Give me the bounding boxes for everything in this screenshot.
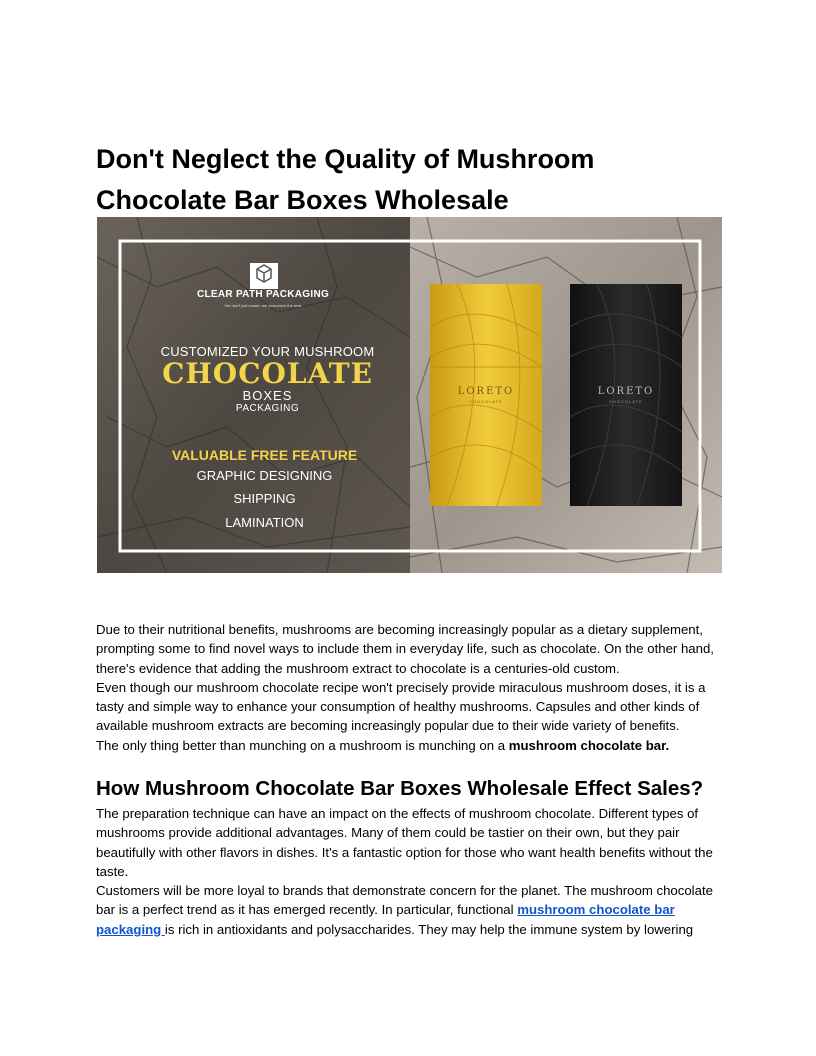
feature-shipping: SHIPPING bbox=[233, 491, 296, 506]
intro-paragraph-3 bbox=[96, 736, 726, 755]
feature-lamination: LAMINATION bbox=[225, 515, 304, 530]
section-paragraph-2-text: Customers will be more loyal to brands that demonstrate concern for the planet. The mushroom chocolate bar is a perfect trend as it has emerged recently. In particular, functional bbox=[96, 883, 713, 918]
gold-box-sub: CHOCOLATE bbox=[469, 399, 503, 404]
intro-paragraph-3-text: The only thing better than munching on a mushroom is munching on a bbox=[96, 737, 509, 753]
black-box-brand: LORETO bbox=[597, 386, 655, 397]
intro-paragraph-1: Due to their nutritional benefits, mushrooms are becoming increasingly popular as a dietary supplement, prompting some to find novel ways to include them in everyday life, such as chocolate. On the other hand, there's evidence that adding the mushroom extract to chocolate is a centuries-old custom. bbox=[96, 622, 714, 676]
headline-line1: CUSTOMIZED YOUR MUSHROOM bbox=[160, 344, 375, 359]
section-heading: How Mushroom Chocolate Bar Boxes Wholesale Effect Sales? bbox=[96, 777, 704, 800]
section-paragraph-2-after: is rich in antioxidants and polysaccharides. They may help the immune system by lowering bbox=[164, 921, 694, 937]
intro-bold-phrase: mushroom chocolate bar. bbox=[508, 737, 670, 753]
section-paragraph-1: The preparation technique can have an impact on the effects of mushroom chocolate. Different types of mushrooms provide additional advantages. Many of them could be tastier on their own, but they pair beautifully with other flavors in dishes. It's a fantastic option for those who want health benefits without the taste. bbox=[96, 806, 713, 879]
intro-section bbox=[96, 620, 726, 755]
section-body bbox=[96, 804, 726, 939]
brand-name: CLEAR PATH PACKAGING bbox=[196, 289, 330, 300]
section-paragraph-2 bbox=[96, 881, 726, 939]
black-box-sub: CHOCOLATE bbox=[609, 399, 643, 404]
page-title: Don't Neglect the Quality of Mushroom Chocolate Bar Boxes Wholesale bbox=[96, 144, 595, 215]
headline-packaging: PACKAGING bbox=[235, 403, 300, 414]
feature-graphic-designing: GRAPHIC DESIGNING bbox=[196, 468, 333, 483]
intro-paragraph-2: Even though our mushroom chocolate recipe won't precisely provide miraculous mushroom doses, it is a tasty and simple way to enhance your consumption of healthy mushrooms. Capsules and other kinds of available mushroom extracts are becoming increasingly popular due to their wide variety of benefits. bbox=[96, 679, 706, 734]
hero-banner-image bbox=[97, 217, 722, 573]
feature-heading: VALUABLE FREE FEATURE bbox=[171, 447, 358, 463]
headline-boxes: BOXES bbox=[242, 388, 293, 403]
packaging-link[interactable]: mushroom chocolate bar packaging bbox=[96, 902, 675, 937]
brand-tagline: We don't just create, we customize the best bbox=[224, 303, 302, 308]
gold-box-brand: LORETO bbox=[457, 386, 515, 397]
cube-logo-icon bbox=[250, 263, 278, 289]
headline-chocolate: CHOCOLATE bbox=[162, 357, 373, 390]
